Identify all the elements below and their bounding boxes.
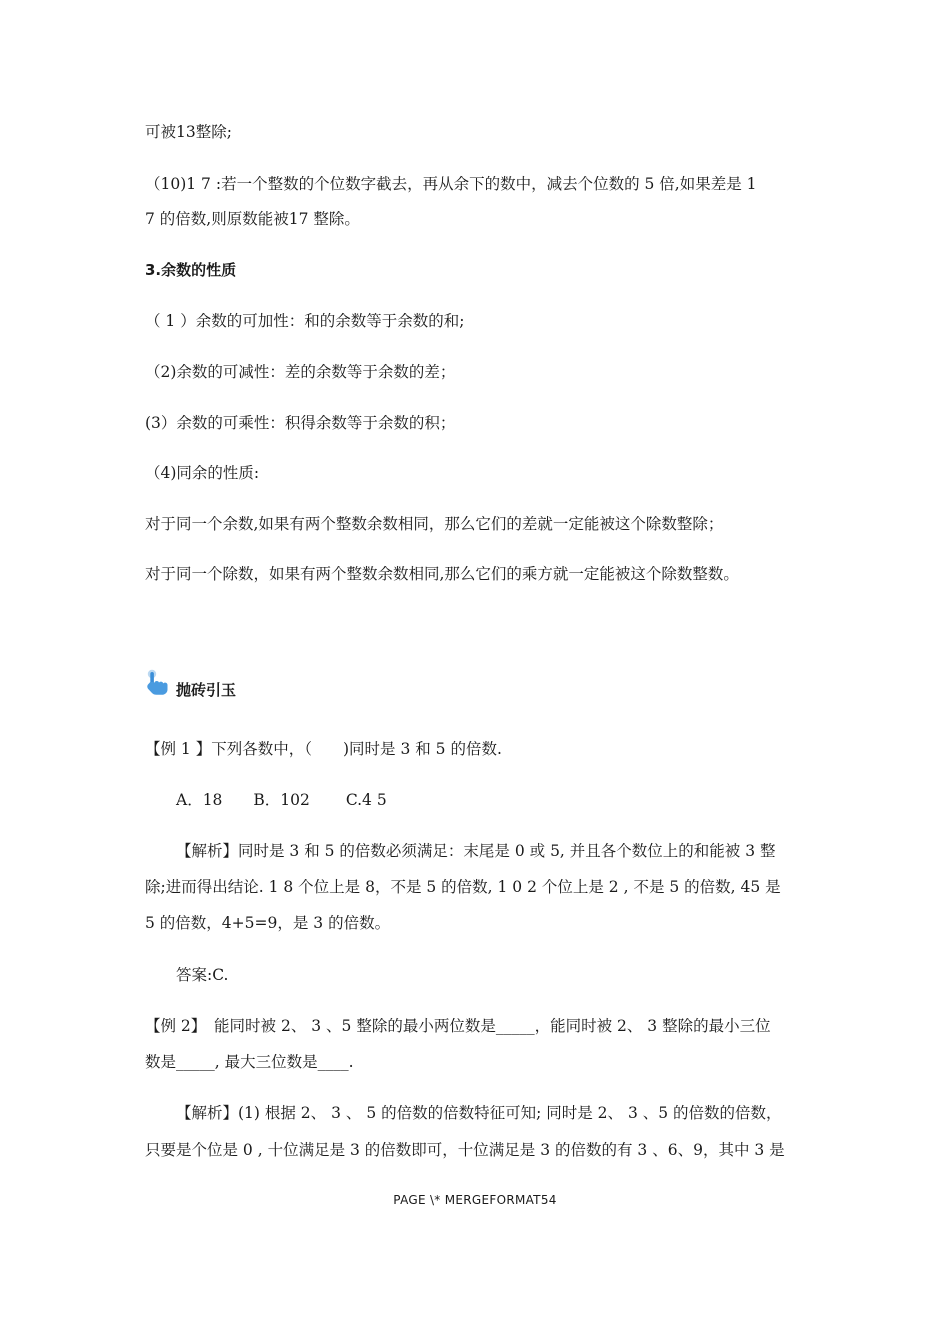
section-title: 抛砖引玉 — [176, 681, 237, 699]
property-item: （4)同余的性质: — [145, 464, 260, 482]
analysis-line: 除;进而得出结论. 1 8 个位上是 8，不是 5 的倍数, 1 0 2 个位上是 2 , 不是 5 的倍数, 45 是 — [145, 878, 781, 896]
analysis-line: 5 的倍数，4+5=9，是 3 的倍数。 — [145, 914, 391, 932]
property-detail: 对于同一个除数，如果有两个整数余数相同,那么它们的乘方就一定能被这个除数整数。 — [145, 565, 739, 583]
body-line: （10)1 7 :若一个整数的个位数字截去，再从余下的数中，减去个位数的 5 倍,如果差是 1 — [145, 175, 757, 193]
property-detail: 对于同一个余数,如果有两个整数余数相同，那么它们的差就一定能被这个除数整除； — [145, 515, 724, 533]
example-question: 【例 1 】下列各数中，（ )同时是 3 和 5 的倍数. — [145, 740, 502, 758]
body-line: 可被13整除; — [145, 123, 232, 141]
example-question: 数是_____, 最大三位数是____. — [145, 1053, 354, 1071]
example-question: 【例 2】 能同时被 2、 3 、5 整除的最小两位数是_____，能同时被 2、 3 整除的最小三位 — [145, 1017, 771, 1035]
analysis-line: 只要是个位是 0 , 十位满足是 3 的倍数即可，十位满足是 3 的倍数的有 3 、6、9，其中 3 是 — [145, 1141, 785, 1159]
page-footer: PAGE \* MERGEFORMAT54 — [393, 1193, 557, 1207]
body-line: 7 的倍数,则原数能被17 整除。 — [145, 210, 360, 228]
property-item: (3）余数的可乘性：积得余数等于余数的积； — [145, 414, 456, 432]
example-options: A．18 B．102 C.4 5 — [176, 791, 387, 809]
property-item: （ 1 ）余数的可加性：和的余数等于余数的和; — [145, 312, 465, 330]
analysis-line: 【解析】(1) 根据 2、 3 、 5 的倍数的倍数特征可知; 同时是 2、 3 、5 的倍数的倍数， — [176, 1104, 782, 1122]
analysis-line: 【解析】同时是 3 和 5 的倍数必须满足：末尾是 0 或 5, 并且各个数位上的和能被 3 整 — [176, 842, 776, 860]
section-heading: 3.余数的性质 — [145, 261, 237, 279]
pointing-hand-icon — [144, 669, 170, 697]
property-item: （2)余数的可减性：差的余数等于余数的差； — [145, 363, 456, 381]
answer-line: 答案:C. — [176, 966, 229, 984]
